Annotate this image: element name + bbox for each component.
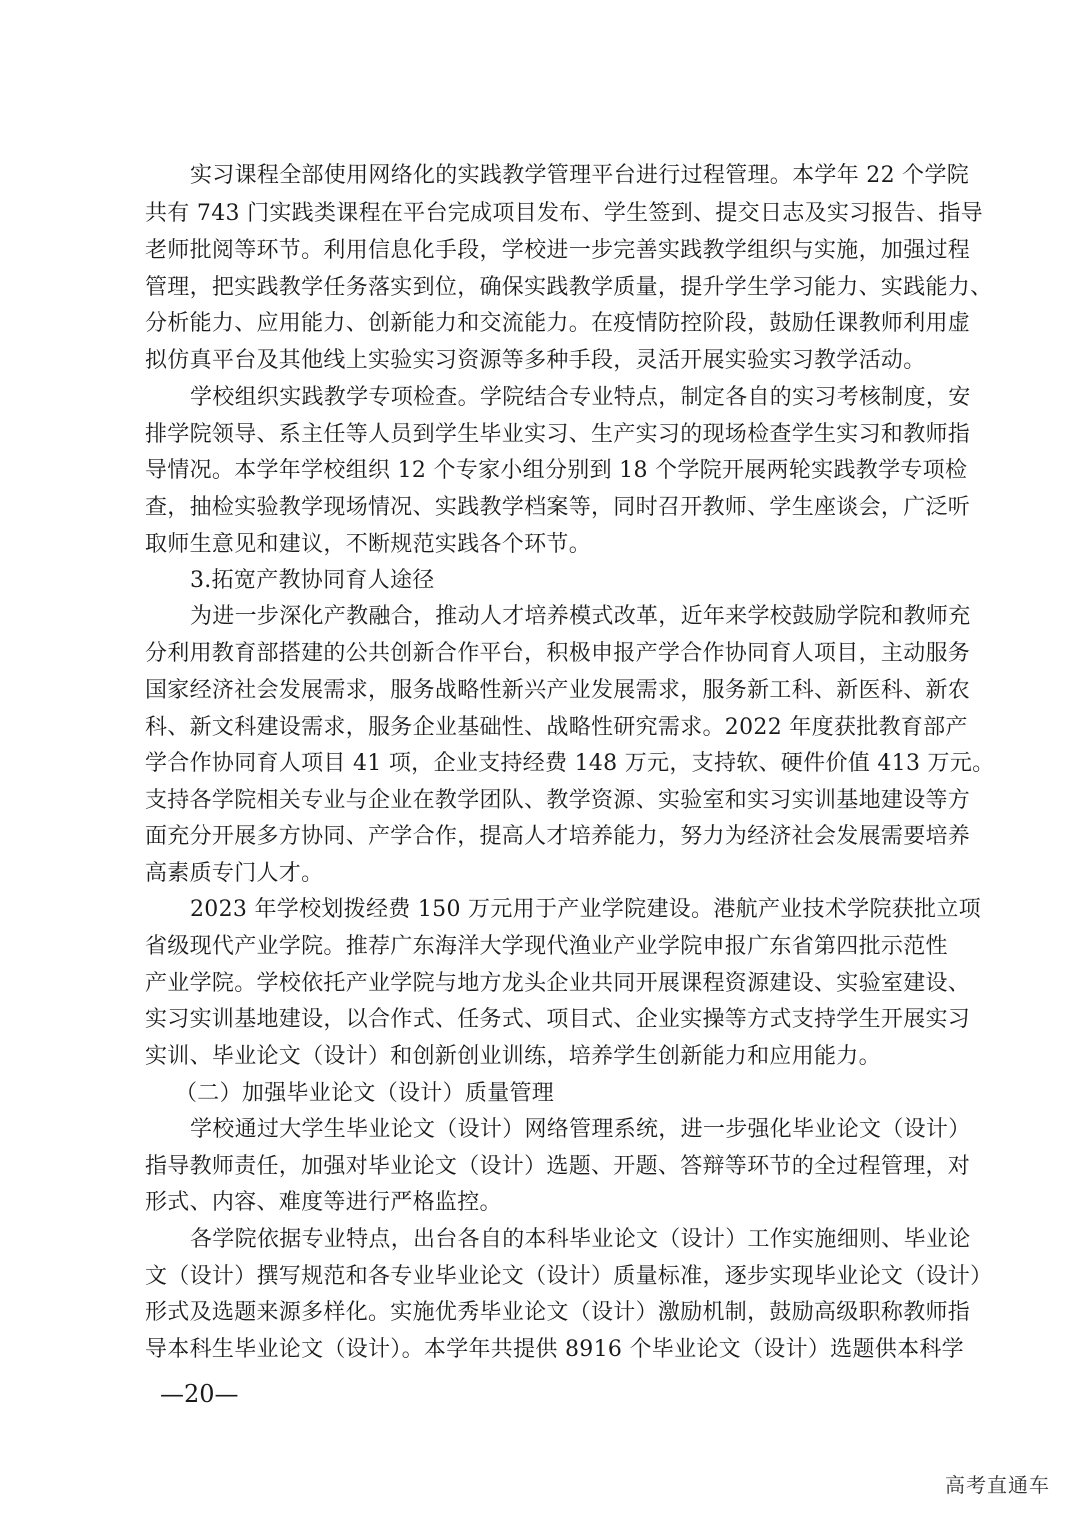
paragraph-line: 科、新文科建设需求，服务企业基础性、战略性研究需求。2022 年度获批教育部产 — [145, 715, 968, 740]
paragraph-line: 产业学院。学校依托产业学院与地方龙头企业共同开展课程资源建设、实验室建设、 — [145, 971, 971, 996]
paragraph-line: 支持各学院相关专业与企业在教学团队、教学资源、实验室和实习实训基地建设等方 — [145, 788, 971, 813]
paragraph-line: 老师批阅等环节。利用信息化手段，学校进一步完善实践教学组织与实施，加强过程 — [145, 238, 971, 263]
paragraph-line: 导情况。本学年学校组织 12 个专家小组分别到 18 个学院开展两轮实践教学专项检 — [145, 458, 968, 483]
paragraph-line: 学合作协同育人项目 41 项，企业支持经费 148 万元，支持软、硬件价值 413 万元。 — [145, 751, 995, 776]
paragraph-line: 取师生意见和建议，不断规范实践各个环节。 — [145, 532, 592, 557]
section-heading: 3.拓宽产教协同育人途径 — [190, 568, 435, 593]
paragraph-line: 实习课程全部使用网络化的实践教学管理平台进行过程管理。本学年 22 个学院 — [190, 163, 970, 188]
paragraph-line: 为进一步深化产教融合，推动人才培养模式改革，近年来学校鼓励学院和教师充 — [190, 604, 971, 629]
paragraph-line: 排学院领导、系主任等人员到学生毕业实习、生产实习的现场检查学生实习和教师指 — [145, 422, 971, 447]
paragraph-line: 分析能力、应用能力、创新能力和交流能力。在疫情防控阶段，鼓励任课教师利用虚 — [145, 311, 971, 336]
paragraph-line: 2023 年学校划拨经费 150 万元用于产业学院建设。港航产业技术学院获批立项 — [190, 897, 981, 922]
paragraph-line: 查，抽检实验教学现场情况、实践教学档案等，同时召开教师、学生座谈会，广泛听 — [145, 495, 971, 520]
paragraph-line: 共有 743 门实践类课程在平台完成项目发布、学生签到、提交日志及实习报告、指导 — [145, 201, 983, 226]
paragraph-line: 国家经济社会发展需求，服务战略性新兴产业发展需求，服务新工科、新医科、新农 — [145, 678, 971, 703]
watermark-text: 高考直通车 — [945, 1473, 1050, 1497]
paragraph-line: 分利用教育部搭建的公共创新合作平台，积极申报产学合作协同育人项目，主动服务 — [145, 641, 971, 666]
paragraph-line: 拟仿真平台及其他线上实验实习资源等多种手段，灵活开展实验实习教学活动。 — [145, 348, 926, 373]
paragraph-line: 文（设计）撰写规范和各专业毕业论文（设计）质量标准，逐步实现毕业论文（设计） — [145, 1264, 993, 1289]
paragraph-line: 形式及选题来源多样化。实施优秀毕业论文（设计）激励机制，鼓励高级职称教师指 — [145, 1300, 971, 1325]
paragraph-line: 高素质专门人才。 — [145, 861, 324, 886]
paragraph-line: 指导教师责任，加强对毕业论文（设计）选题、开题、答辩等环节的全过程管理，对 — [145, 1154, 971, 1179]
paragraph-line: 实训、毕业论文（设计）和创新创业训练，培养学生创新能力和应用能力。 — [145, 1044, 881, 1069]
paragraph-line: 学校通过大学生毕业论文（设计）网络管理系统，进一步强化毕业论文（设计） — [190, 1117, 971, 1142]
paragraph-line: 管理，把实践教学任务落实到位，确保实践教学质量，提升学生学习能力、实践能力、 — [145, 275, 993, 300]
section-heading: （二）加强毕业论文（设计）质量管理 — [175, 1081, 555, 1106]
paragraph-line: 各学院依据专业特点，出台各自的本科毕业论文（设计）工作实施细则、毕业论 — [190, 1227, 971, 1252]
paragraph-line: 导本科生毕业论文（设计）。本学年共提供 8916 个毕业论文（设计）选题供本科学 — [145, 1337, 964, 1362]
paragraph-line: 形式、内容、难度等进行严格监控。 — [145, 1190, 502, 1215]
page-number: —20— — [160, 1380, 239, 1408]
paragraph-line: 学校组织实践教学专项检查。学院结合专业特点，制定各自的实习考核制度，安 — [190, 385, 971, 410]
paragraph-line: 省级现代产业学院。推荐广东海洋大学现代渔业产业学院申报广东省第四批示范性 — [145, 934, 948, 959]
paragraph-line: 实习实训基地建设，以合作式、任务式、项目式、企业实操等方式支持学生开展实习 — [145, 1007, 971, 1032]
paragraph-line: 面充分开展多方协同、产学合作，提高人才培养能力，努力为经济社会发展需要培养 — [145, 824, 971, 849]
